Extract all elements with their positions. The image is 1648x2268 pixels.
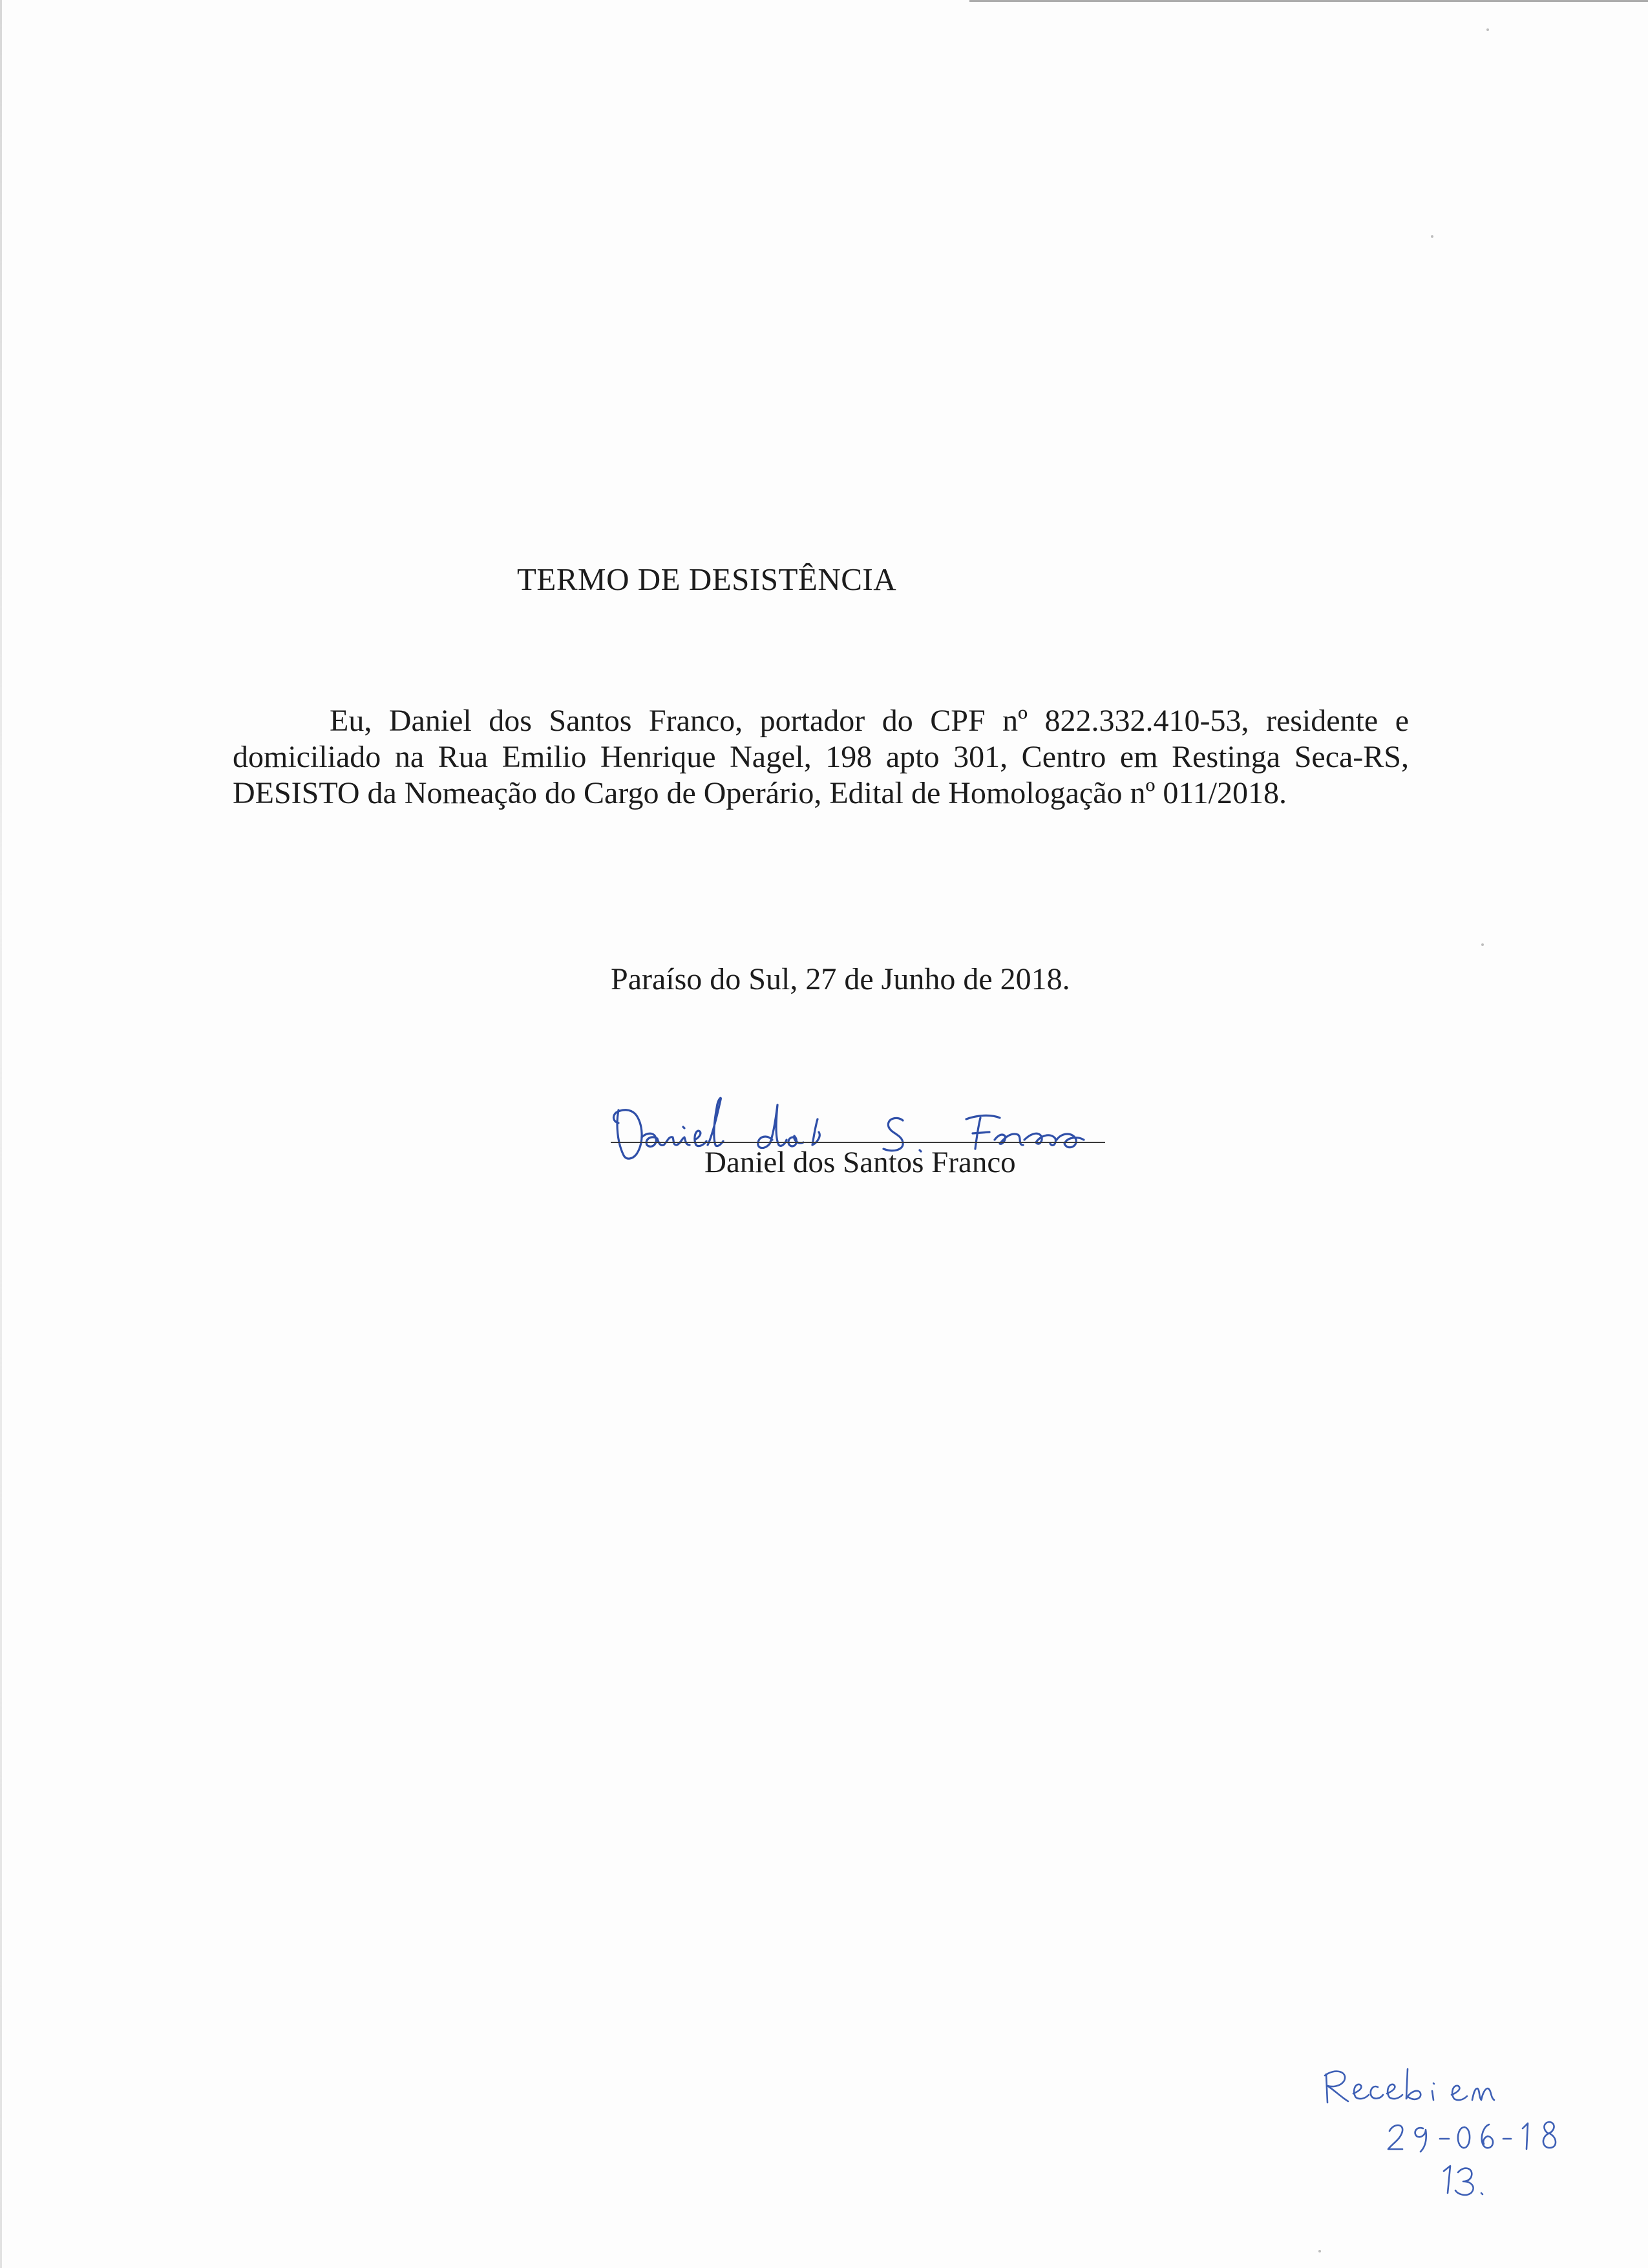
received-note: [1305, 2055, 1603, 2223]
scan-speck: [1486, 28, 1489, 31]
scan-edge-top: [969, 0, 1648, 2]
scan-speck: [1431, 235, 1433, 238]
scan-speck: [1318, 2250, 1321, 2252]
document-title: TERMO DE DESISTÊNCIA: [517, 562, 897, 597]
document-body: [233, 703, 1409, 812]
signature-line: [611, 1142, 1105, 1143]
received-note-handwriting: [1305, 2055, 1603, 2223]
signer-name: Daniel dos Santos Franco: [704, 1146, 1016, 1179]
place-and-date: Paraíso do Sul, 27 de Junho de 2018.: [611, 962, 1070, 996]
scan-speck: [1481, 943, 1484, 946]
body-paragraph: Eu, Daniel dos Santos Franco, portador do CPF nº 822.332.410-53, residente e domiciliado na Rua Emilio Henrique Nagel, 198 apto 301, Centro em Restinga Seca-RS, DESISTO da Nomeação do Cargo de Operário, Edital de Homologação nº 011/2018.: [233, 704, 1409, 810]
scan-edge-left: [0, 0, 2, 2268]
